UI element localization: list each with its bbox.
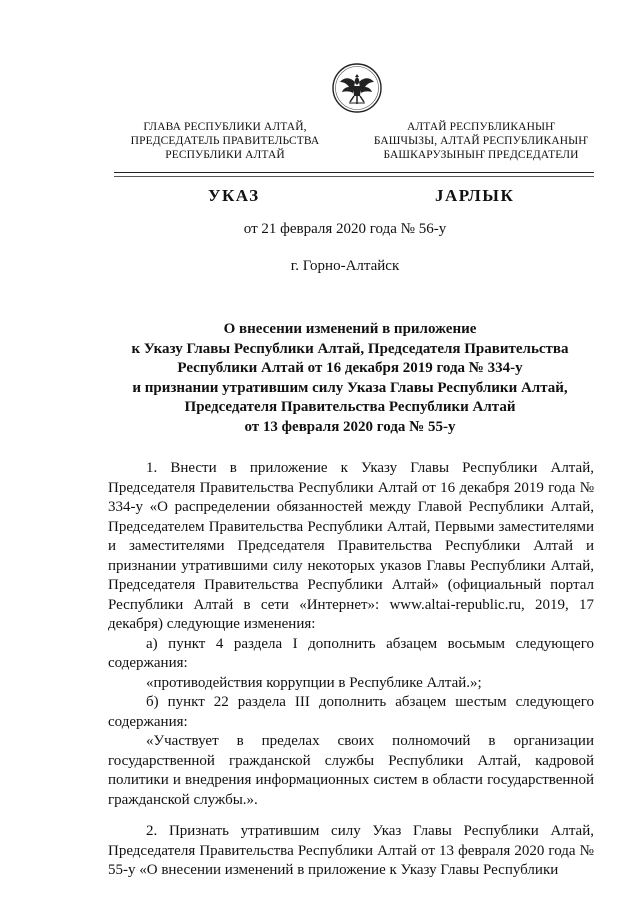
header-left-line: ГЛАВА РЕСПУБЛИКИ АЛТАЙ,: [143, 121, 307, 133]
header-right-line: АЛТАЙ РЕСПУБЛИКАНЫҤ: [407, 121, 555, 133]
header-divider-thin: [114, 176, 594, 177]
title-line: Республики Алтай от 16 декабря 2019 года № 334-у: [177, 360, 523, 376]
doc-type-altai: JАРЛЫК: [435, 186, 515, 205]
header-issuer-altai: [350, 120, 612, 162]
header-left-line: РЕСПУБЛИКИ АЛТАЙ: [165, 149, 285, 161]
paragraph-item-1: 1. Внести в приложение к Указу Главы Республики Алтай, Председателя Правительства Республики Алтай от 16 декабря 2019 года № 334-у «О распределении обязанностей между Главой Республики Алтай, Председателем Правительства Республики Алтай, Первыми заместителями и заместителями Председателя Правительства Республики Алтай и признании утратившими силу некоторых указов Главы Республики Алтай, Председателя Правительства Республики Алтай» (официальный портал Республики Алтай в сети «Интернет»: www.altai-republic.ru, 2019, 17 декабря) следующие изменения:: [108, 460, 594, 632]
document-title: [108, 320, 592, 437]
paragraph-subitem-b: б) пункт 22 раздела III дополнить абзацем шестым следующего содержания:: [108, 694, 594, 730]
title-line: и признании утратившим силу Указа Главы Республики Алтай,: [132, 379, 568, 396]
header-left-line: ПРЕДСЕДАТЕЛЬ ПРАВИТЕЛЬСТВА: [130, 135, 320, 147]
title-line: к Указу Главы Республики Алтай, Председателя Правительства: [131, 340, 569, 357]
coat-of-arms-emblem: [331, 62, 383, 114]
paragraph-item-2: 2. Признать утратившим силу Указ Главы Республики Алтай, Председателя Правительства Республики Алтай от 13 февраля 2020 года № 55-у «О внесении изменений в приложение к Указу Главы Республики: [108, 823, 594, 878]
paragraph-quote-b: «Участвует в пределах своих полномочий в организации государственной гражданской службы Республики Алтай, кадровой политики и внедрения информационных систем в области государственной гражданской службы.».: [108, 733, 594, 808]
paragraph-quote-a: «противодействия коррупции в Республике Алтай.»;: [146, 674, 482, 691]
header-divider-thick: [114, 172, 594, 173]
document-body: [108, 459, 594, 881]
title-line: Председателя Правительства Республики Алтай: [184, 399, 516, 415]
title-line: от 13 февраля 2020 года № 55-у: [244, 418, 456, 435]
document-city: г. Горно-Алтайск: [290, 258, 400, 274]
header-right-line: БАШКАРУЗЫНЫҤ ПРЕДСЕДАТЕЛИ: [383, 149, 579, 161]
doc-type-russian: УКАЗ: [208, 186, 260, 205]
header-right-line: БАШЧЫЗЫ, АЛТАЙ РЕСПУБЛИКАНЫҤ: [373, 135, 589, 147]
document-date: от 21 февраля 2020 года № 56-у: [243, 221, 447, 237]
title-line: О внесении изменений в приложение: [223, 321, 477, 337]
paragraph-subitem-a: а) пункт 4 раздела I дополнить абзацем восьмым следующего содержания:: [108, 635, 594, 671]
header-issuer-russian: [110, 120, 340, 162]
